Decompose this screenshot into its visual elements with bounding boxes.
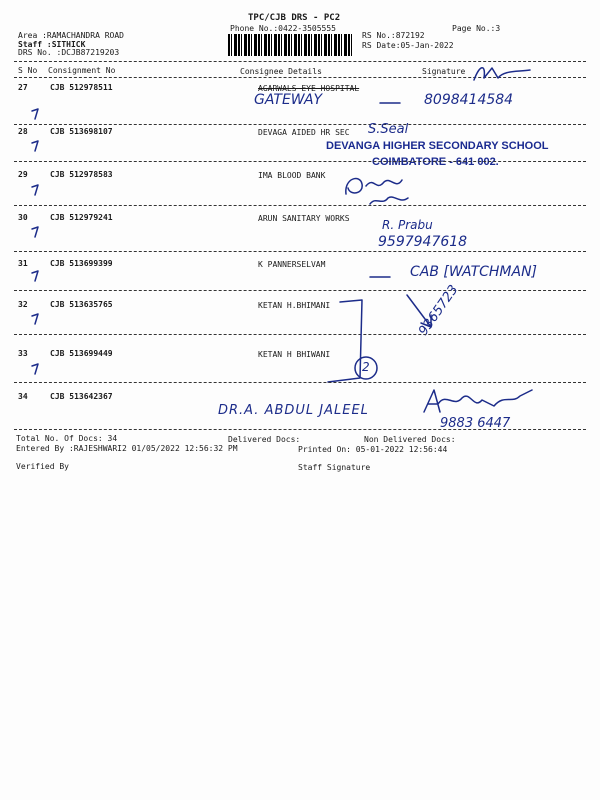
- row-consignment: CJB 513699399: [50, 259, 113, 268]
- staff-label: Staff :SITHICK: [18, 40, 86, 49]
- tick-mark: [30, 312, 42, 326]
- rs-number: RS No.:872192: [362, 31, 425, 40]
- row-consignment: CJB 513699449: [50, 349, 113, 358]
- verified-by: Verified By: [16, 462, 69, 471]
- handwritten-number: 9365723: [416, 282, 462, 339]
- divider: [14, 161, 586, 162]
- drs-number: DRS No. :DCJB87219203: [18, 48, 120, 57]
- handwritten-name: DR.A. ABDUL JALEEL: [218, 403, 369, 418]
- row-consignee: ARUN SANITARY WORKS: [258, 214, 350, 223]
- handwritten-signature: [420, 386, 550, 416]
- divider: [14, 205, 586, 206]
- col-consignment: Consignment No: [48, 66, 116, 75]
- divider: [14, 124, 586, 125]
- col-signature: Signature: [422, 67, 466, 76]
- page-number: Page No.:3: [452, 24, 501, 33]
- barcode: [228, 34, 354, 56]
- row-no: 27: [18, 83, 28, 92]
- row-consignee: IMA BLOOD BANK: [258, 171, 326, 180]
- row-consignment: CJB 512978583: [50, 170, 113, 179]
- drs-title: TPC/CJB DRS - PC2: [248, 13, 341, 23]
- row-consignee: K PANNERSELVAM: [258, 260, 326, 269]
- handwritten-name: R. Prabu: [382, 218, 433, 232]
- staff-signature-label: Staff Signature: [298, 463, 371, 472]
- handwritten-dash: [370, 274, 394, 280]
- header-signature-scribble: [470, 60, 540, 84]
- row-no: 28: [18, 127, 28, 136]
- area-label: Area :RAMACHANDRA ROAD: [18, 31, 124, 40]
- tick-mark: [30, 269, 42, 283]
- divider: [14, 290, 586, 291]
- handwritten-arrow: [405, 293, 445, 333]
- row-consignment: CJB 513635765: [50, 300, 113, 309]
- row-consignee: KETAN H.BHIMANI: [258, 301, 331, 310]
- handwritten-signature: S.Seal: [368, 122, 409, 137]
- row-no: 29: [18, 170, 28, 179]
- row-no: 32: [18, 300, 28, 309]
- rs-date: RS Date:05-Jan-2022: [362, 41, 454, 50]
- school-stamp-line1: DEVANGA HIGHER SECONDARY SCHOOL: [326, 140, 549, 152]
- row-consignment: CJB 513642367: [50, 392, 113, 401]
- row-no: 30: [18, 213, 28, 222]
- handwritten-signature: [340, 168, 430, 210]
- total-docs: Total No. Of Docs: 34: [16, 434, 118, 443]
- handwritten-phone: 8098414584: [424, 92, 514, 108]
- handwritten-phone: 9597947618: [378, 234, 468, 250]
- divider: [14, 429, 586, 430]
- tick-mark: [30, 139, 42, 153]
- tick-mark: [30, 225, 42, 239]
- divider: [14, 251, 586, 252]
- entered-by: Entered By :RAJESHWARI2 01/05/2022 12:56:32 PM: [16, 444, 238, 453]
- row-consignee: KETAN H BHIWANI: [258, 350, 331, 359]
- divider: [14, 334, 586, 335]
- row-consignment: CJB 512979241: [50, 213, 113, 222]
- handwritten-phone: 9883 6447: [440, 416, 511, 431]
- printed-on: Printed On: 05-01-2022 12:56:44: [298, 445, 448, 454]
- col-s-no: S No: [18, 66, 38, 75]
- non-delivered-docs: Non Delivered Docs:: [364, 435, 456, 444]
- row-consignee: DEVAGA AIDED HR SEC: [258, 128, 350, 137]
- row-no: 34: [18, 392, 28, 401]
- row-consignment: CJB 513698107: [50, 127, 113, 136]
- row-no: 31: [18, 259, 28, 268]
- handwritten-note: CAB [WATCHMAN]: [410, 264, 538, 280]
- handwritten-bracket: [322, 296, 382, 392]
- tick-mark: [30, 362, 42, 376]
- row-consignee: AGARWALS EYE HOSPITAL: [258, 84, 360, 93]
- phone-number: Phone No.:0422-3505555: [230, 24, 336, 33]
- handwritten-name: GATEWAY: [254, 92, 323, 108]
- handwritten-dash: [380, 100, 404, 106]
- handwritten-circled-number: 2: [362, 360, 370, 374]
- tick-mark: [30, 107, 42, 121]
- school-stamp-line2: COIMBATORE - 641 002.: [372, 156, 499, 168]
- divider: [14, 382, 586, 383]
- delivered-docs: Delivered Docs:: [228, 435, 301, 444]
- tick-mark: [30, 183, 42, 197]
- col-consignee: Consignee Details: [240, 67, 322, 76]
- row-consignment: CJB 512978511: [50, 83, 113, 92]
- row-no: 33: [18, 349, 28, 358]
